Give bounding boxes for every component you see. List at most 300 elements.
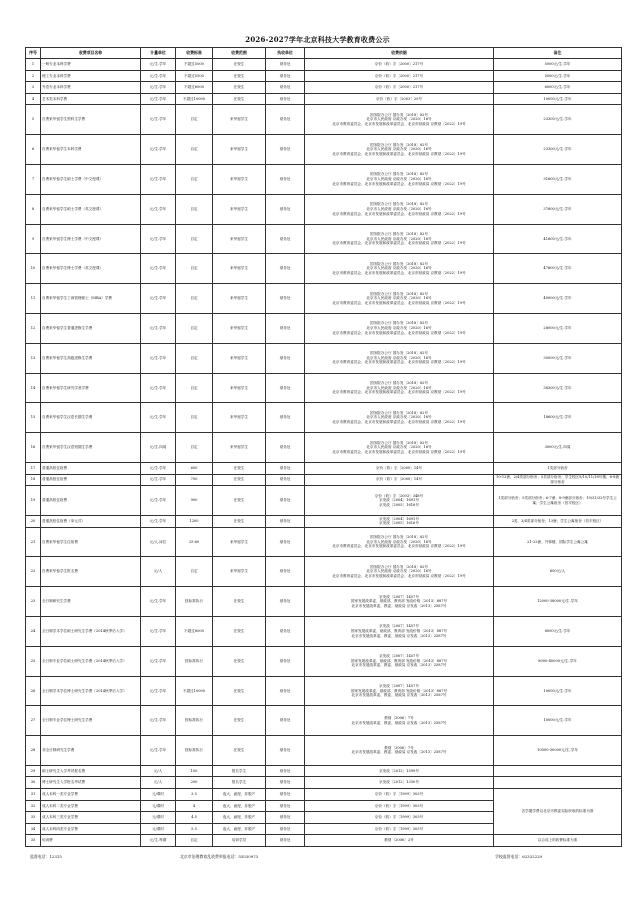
header-cell: 收费项目名称 <box>41 48 141 59</box>
cell-standard: 自定 <box>176 403 213 433</box>
cell-unit: 元/生.学年 <box>141 676 176 706</box>
cell-number: 26 <box>26 676 41 706</box>
cell-unit: 元/课时 <box>141 789 176 801</box>
header-cell: 收费依据 <box>305 48 494 59</box>
cell-unit: 元/生.学年 <box>141 462 176 474</box>
cell-basis: 京价（收）字〔2000〕217号 <box>305 82 494 94</box>
cell-basis: 国务院办公厅 国办发〔2018〕82号 北京市人民政府 京政办发〔2020〕16号 北京市教育委员会、北京市发展和改革委员会、北京市财政局 京教财〔2022〕19号 <box>305 105 494 135</box>
cell-collector: 财务处 <box>266 462 305 474</box>
cell-unit: 元/生.学年 <box>141 313 176 343</box>
cell-basis: 京价（收）字〔2003〕25号 <box>305 93 494 105</box>
cell-item-name: 培训费 <box>41 835 141 847</box>
cell-collector: 财务处 <box>266 224 305 254</box>
cell-unit: 元/生.学年 <box>141 284 176 314</box>
cell-item-name: 普通高校住宿费 <box>41 462 141 474</box>
cell-collector: 财务处 <box>266 587 305 617</box>
cell-item-name: 自费来华留学生工商管理硕士（MBA）学费 <box>41 284 141 314</box>
cell-collector: 财务处 <box>266 474 305 486</box>
table-row <box>26 515 622 527</box>
cell-standard: 自定 <box>176 373 213 403</box>
table-row <box>26 403 622 433</box>
cell-scope: 来华留学生 <box>213 343 266 373</box>
cell-remark: 5000元/生.学年 <box>494 59 622 71</box>
cell-standard: 按标准执行 <box>176 736 213 766</box>
cell-number: 2 <box>26 70 41 82</box>
cell-collector: 财务处 <box>266 433 305 463</box>
cell-scope: 夜大、函授、非脱产 <box>213 812 266 824</box>
cell-basis: 京价（收）字〔1999〕303号 <box>305 800 494 812</box>
cell-standard: 自定 <box>176 194 213 224</box>
cell-item-name: 自费来华留学生普通进修生学费 <box>41 313 141 343</box>
cell-remark: 600元/人 <box>494 557 622 587</box>
cell-remark: 38300元/生.学年 <box>494 373 622 403</box>
cell-remark: 10000元/生.学年 <box>494 676 622 706</box>
cell-item-name: 自费来华留学生报名费 <box>41 557 141 587</box>
cell-item-name: 非全日制研究生学费 <box>41 736 141 766</box>
cell-unit: 元/生.学年 <box>141 105 176 135</box>
table-row <box>26 224 622 254</box>
cell-basis: 京价（收）字〔1999〕303号 <box>305 812 494 824</box>
table-row <box>26 59 622 71</box>
cell-unit: 元/生.学年 <box>141 474 176 486</box>
cell-unit: 元/生.学年 <box>141 82 176 94</box>
cell-scope: 来华留学生 <box>213 135 266 165</box>
table-row <box>26 135 622 165</box>
table-row <box>26 765 622 777</box>
cell-remark <box>494 777 622 789</box>
cell-number: 11 <box>26 284 41 314</box>
table-row <box>26 254 622 284</box>
cell-standard: 按标准执行 <box>176 587 213 617</box>
cell-item-name: 普通高校住宿费 <box>41 474 141 486</box>
cell-collector: 财务处 <box>266 403 305 433</box>
cell-number: 32 <box>26 800 41 812</box>
cell-collector: 财务处 <box>266 557 305 587</box>
cell-unit: 元/课时 <box>141 800 176 812</box>
cell-basis: 国务院办公厅 国办发〔2018〕82号 北京市人民政府 京政办发〔2020〕16号 北京市教育委员会、北京市发展和改革委员会、北京市财政局 京教财〔2022〕19号 <box>305 313 494 343</box>
cell-number: 10 <box>26 254 41 284</box>
cell-standard: 自定 <box>176 284 213 314</box>
cell-collector: 财务处 <box>266 616 305 646</box>
table-row <box>26 789 622 801</box>
cell-remark: 30000元/生.学年 <box>494 343 622 373</box>
header-cell: 收费范围 <box>213 48 266 59</box>
cell-number: 28 <box>26 736 41 766</box>
cell-standard: 3.5 <box>176 789 213 801</box>
cell-unit: 元/生.学年 <box>141 616 176 646</box>
cell-remark: 40000元/生.学年 <box>494 284 622 314</box>
cell-number: 19 <box>26 486 41 516</box>
cell-remark: 3000元/生.四周 <box>494 433 622 463</box>
cell-unit: 元/生.学年 <box>141 135 176 165</box>
cell-basis: 国务院办公厅 国办发〔2018〕82号 北京市人民政府 京政办发〔2020〕16号 北京市教育委员会、北京市发展和改革委员会、北京市财政局 京教财〔2022〕19号 <box>305 373 494 403</box>
cell-scope: 来华留学生 <box>213 557 266 587</box>
cell-scope: 来华留学生 <box>213 105 266 135</box>
cell-collector: 财务处 <box>266 736 305 766</box>
cell-unit: 元/生.学年 <box>141 224 176 254</box>
cell-item-name: 自费来华留学生博士学费（中文授课） <box>41 224 141 254</box>
table-row <box>26 313 622 343</box>
cell-item-name: 自费来华留学生汉语长期生学费 <box>41 403 141 433</box>
cell-basis: 京发改〔2007〕1457号 国家发展改革委、财政部、教育部 发改价格〔2013〕887号 北京市发展改革委、教委、财政局 京发改〔2013〕2587号 <box>305 616 494 646</box>
cell-item-name: 成人本科一类专业学费 <box>41 789 141 801</box>
cell-unit: 元/生.学年 <box>141 373 176 403</box>
cell-collector: 财务处 <box>266 789 305 801</box>
cell-remark <box>494 765 622 777</box>
cell-remark: 21-22斋、外事楼、国际学生公寓公寓 <box>494 527 622 557</box>
cell-item-name: 全日制专业学位硕士研究生学费（2014秋季后入学） <box>41 646 141 676</box>
cell-scope: 在校生 <box>213 70 266 82</box>
footer-school-phone: 学校监督电话：62332229 <box>495 854 543 859</box>
cell-collector: 财务处 <box>266 777 305 789</box>
cell-remark: 18600元/生.学年 <box>494 403 622 433</box>
cell-standard: 100 <box>176 765 213 777</box>
cell-item-name: 成人本科三类专业学费 <box>41 812 141 824</box>
cell-item-name: 一般专业本科学费 <box>41 59 141 71</box>
table-row <box>26 474 622 486</box>
cell-standard: 600 <box>176 462 213 474</box>
cell-remark: 5000元/生.学年 <box>494 70 622 82</box>
cell-item-name: 外语专业本科学费 <box>41 82 141 94</box>
cell-item-name: 理工专业本科学费 <box>41 70 141 82</box>
cell-number: 18 <box>26 474 41 486</box>
cell-remark: 1类部分宿舍；5类部分宿舍；6-7斋；8-9斋部分宿舍；19/31/32号学生公寓；学生公寓宿舍（昌平校区） <box>494 486 622 516</box>
cell-basis: 京价（收）字〔2000〕14号 <box>305 474 494 486</box>
header-cell: 序号 <box>26 48 41 59</box>
cell-remark: 47600元/生.学年 <box>494 254 622 284</box>
cell-basis: 京价（收）字〔2000〕217号 <box>305 70 494 82</box>
cell-number: 33 <box>26 812 41 824</box>
cell-basis: 国务院办公厅 国办发〔2018〕82号 北京市人民政府 京政办发〔2020〕16号 北京市教育委员会、北京市发展和改革委员会、北京市财政局 京教财〔2022〕19号 <box>305 135 494 165</box>
cell-remark: 10-12斋，2/4类部分宿舍；5类部分宿舍；学生校区9/10/11/18号楼；6-8斋部分宿舍 <box>494 474 622 486</box>
table-row <box>26 284 622 314</box>
cell-number: 5 <box>26 105 41 135</box>
cell-remark: 6000元/生.学年 <box>494 82 622 94</box>
table-row <box>26 93 622 105</box>
cell-collector: 财务处 <box>266 800 305 812</box>
cell-collector: 财务处 <box>266 105 305 135</box>
cell-scope: 在校生 <box>213 616 266 646</box>
cell-number: 22 <box>26 557 41 587</box>
cell-scope: 培训学员 <box>213 835 266 847</box>
cell-collector: 财务处 <box>266 313 305 343</box>
cell-item-name: 自费来华留学生预科生学费 <box>41 105 141 135</box>
cell-basis: 京发改〔2012〕1599号 <box>305 765 494 777</box>
table-row <box>26 105 622 135</box>
cell-basis: 国务院办公厅 国办发〔2018〕82号 北京市人民政府 京政办发〔2020〕16号 北京市教育委员会、北京市发展和改革委员会、北京市财政局 京教财〔2022〕19号 <box>305 194 494 224</box>
table-row <box>26 706 622 736</box>
cell-scope: 来华留学生 <box>213 164 266 194</box>
cell-number: 4 <box>26 93 41 105</box>
cell-collector: 财务处 <box>266 486 305 516</box>
cell-basis: 京发改〔2007〕1457号 国家发展改革委、财政部、教育部 发改价格〔2013〕887号 北京市发展改革委、教委、财政局 京发改〔2013〕2587号 <box>305 676 494 706</box>
cell-collector: 财务处 <box>266 835 305 847</box>
table-row <box>26 194 622 224</box>
cell-unit: 元/生.每期 <box>141 835 176 847</box>
cell-item-name: 自费来华留学生本科学费 <box>41 135 141 165</box>
cell-basis: 京价（收）字〔2000〕217号 <box>305 59 494 71</box>
cell-unit: 元/生.学年 <box>141 70 176 82</box>
cell-basis: 教财〔2006〕7号 北京市发展改革委、教委、财政局 京发改〔2013〕2587号 <box>305 736 494 766</box>
cell-number: 30 <box>26 777 41 789</box>
cell-remark: 10000-30000元/生.学年 <box>494 736 622 766</box>
cell-standard: 5.5 <box>176 823 213 835</box>
cell-item-name: 全日制专业学位博士研究生学费 <box>41 706 141 736</box>
cell-unit: 元/生.学年 <box>141 706 176 736</box>
cell-number: 8 <box>26 194 41 224</box>
cell-basis: 国务院办公厅 国办发〔2018〕82号 北京市人民政府 京政办发〔2020〕16号 北京市教育委员会、北京市发展和改革委员会、北京市财政局 京教财〔2022〕19号 <box>305 403 494 433</box>
document-title: 2026-2027学年北京科技大学教育收费公示 <box>245 35 390 44</box>
table-row <box>26 373 622 403</box>
table-row <box>26 777 622 789</box>
cell-remark: 23300元/生.学年 <box>494 135 622 165</box>
table-row <box>26 433 622 463</box>
cell-unit: 元/生.学年 <box>141 164 176 194</box>
cell-unit: 元/生.学年 <box>141 587 176 617</box>
cell-scope: 在校生 <box>213 646 266 676</box>
cell-item-name: 全日制学术学位博士研究生学费（2014秋季后入学） <box>41 676 141 706</box>
cell-scope: 在校生 <box>213 486 266 516</box>
cell-number: 16 <box>26 433 41 463</box>
cell-number: 17 <box>26 462 41 474</box>
cell-basis: 国务院办公厅 国办发〔2018〕82号 北京市人民政府 京政办发〔2020〕16号 北京市教育委员会、北京市发展和改革委员会、北京市财政局 京教财〔2022〕19号 <box>305 284 494 314</box>
cell-unit: 元/生.学年 <box>141 403 176 433</box>
cell-standard: 自定 <box>176 313 213 343</box>
cell-item-name: 成人本科二类专业学费 <box>41 800 141 812</box>
cell-collector: 财务处 <box>266 812 305 824</box>
cell-number: 29 <box>26 765 41 777</box>
cell-item-name: 普通高校住宿费 <box>41 486 141 516</box>
table-row <box>26 587 622 617</box>
cell-unit: 元/生.学年 <box>141 515 176 527</box>
cell-item-name: 艺术类本科学费 <box>41 93 141 105</box>
cell-standard: 按标准执行 <box>176 706 213 736</box>
cell-basis: 京价（收）字〔2000〕14号 <box>305 462 494 474</box>
cell-basis: 教财〔2006〕2号 <box>305 835 494 847</box>
cell-number: 34 <box>26 823 41 835</box>
cell-scope: 来华留学生 <box>213 373 266 403</box>
cell-number: 24 <box>26 616 41 646</box>
cell-item-name: 全日制研究生学费 <box>41 587 141 617</box>
header-cell: 计量单位 <box>141 48 176 59</box>
cell-remark: 各学期学费以北京市教委实际收取的标准为准 <box>494 789 622 835</box>
cell-basis: 京发改〔2004〕1691号 京发改〔2005〕1616号 <box>305 515 494 527</box>
cell-remark: 23300元/生.学年 <box>494 105 622 135</box>
cell-remark: 10000元/生.学年 <box>494 93 622 105</box>
cell-basis: 京价（收）字〔1999〕303号 <box>305 789 494 801</box>
cell-unit: 元/课时 <box>141 823 176 835</box>
cell-scope: 来华留学生 <box>213 194 266 224</box>
cell-scope: 在校生 <box>213 587 266 617</box>
cell-collector: 财务处 <box>266 706 305 736</box>
cell-number: 21 <box>26 527 41 557</box>
cell-remark: 12000-38000元/生.学年 <box>494 587 622 617</box>
cell-collector: 财务处 <box>266 343 305 373</box>
cell-scope: 来华留学生 <box>213 403 266 433</box>
cell-collector: 财务处 <box>266 823 305 835</box>
cell-standard: 900 <box>176 486 213 516</box>
cell-standard: 25-60 <box>176 527 213 557</box>
cell-scope: 报名学生 <box>213 777 266 789</box>
cell-item-name: 自费来华留学生硕士学费（中文授课） <box>41 164 141 194</box>
table-row <box>26 646 622 676</box>
cell-item-name: 全日制学术学位硕士研究生学费（2014秋季后入学） <box>41 616 141 646</box>
cell-number: 35 <box>26 835 41 847</box>
cell-standard: 不超过10000 <box>176 93 213 105</box>
cell-unit: 元/人 <box>141 557 176 587</box>
cell-standard: 不超过6000 <box>176 82 213 94</box>
cell-scope: 在校生 <box>213 82 266 94</box>
cell-item-name: 博士研究生入学报名考试费 <box>41 777 141 789</box>
cell-standard: 自定 <box>176 135 213 165</box>
cell-standard: 750 <box>176 474 213 486</box>
cell-scope: 来华留学生 <box>213 313 266 343</box>
cell-collector: 财务处 <box>266 646 305 676</box>
table-row <box>26 616 622 646</box>
cell-collector: 财务处 <box>266 82 305 94</box>
cell-standard: 不超过5000 <box>176 59 213 71</box>
cell-remark: 以合同上的收费标准为准 <box>494 835 622 847</box>
cell-remark: 8000元/生.学年 <box>494 616 622 646</box>
cell-item-name: 硕士研究生入学考试报名费 <box>41 765 141 777</box>
cell-standard: 不超过5500 <box>176 70 213 82</box>
table-row <box>26 70 622 82</box>
header-cell: 执收单位 <box>266 48 305 59</box>
cell-unit: 元/生.学年 <box>141 254 176 284</box>
cell-standard: 200 <box>176 777 213 789</box>
cell-number: 15 <box>26 403 41 433</box>
footer-supervision-phone: 监督电话：12315 <box>30 854 62 859</box>
cell-number: 6 <box>26 135 41 165</box>
cell-standard: 不超过10000 <box>176 676 213 706</box>
cell-unit: 元/生.学年 <box>141 646 176 676</box>
table-row <box>26 676 622 706</box>
cell-scope: 在校生 <box>213 736 266 766</box>
footer-report-phone: 北京市治理教育乱收费举报电话：55530973 <box>180 854 259 859</box>
cell-unit: 元/人 <box>141 765 176 777</box>
cell-number: 1 <box>26 59 41 71</box>
cell-number: 7 <box>26 164 41 194</box>
cell-collector: 财务处 <box>266 515 305 527</box>
cell-number: 12 <box>26 313 41 343</box>
cell-number: 25 <box>26 646 41 676</box>
cell-item-name: 普通高校住宿费（单元式） <box>41 515 141 527</box>
cell-number: 20 <box>26 515 41 527</box>
table-row <box>26 527 622 557</box>
cell-number: 9 <box>26 224 41 254</box>
cell-basis: 京发改〔2012〕1330号 <box>305 777 494 789</box>
cell-collector: 财务处 <box>266 135 305 165</box>
cell-remark: 41600元/生.学年 <box>494 224 622 254</box>
cell-scope: 在校生 <box>213 93 266 105</box>
cell-basis: 京发改〔2007〕1457号 国家发展改革委、财政部、教育部 发改价格〔2013〕887号 北京市发展改革委、教委、财政局 京发改〔2013〕2587号 <box>305 646 494 676</box>
cell-item-name: 自费来华留学生汉语短期生学费 <box>41 433 141 463</box>
cell-basis: 京发改〔2007〕1457号 国家发展改革委、财政部、教育部 发改价格〔2013〕887号 北京市发展改革委、教委、财政局 京发改〔2013〕2587号 <box>305 587 494 617</box>
cell-remark: 31600元/生.学年 <box>494 164 622 194</box>
table-row <box>26 462 622 474</box>
cell-remark: 2类、3/4类部分宿舍；13斋；学生公寓宿舍（昌平校区） <box>494 515 622 527</box>
cell-basis: 国务院办公厅 国办发〔2018〕82号 北京市人民政府 京政办发〔2020〕16号 北京市教育委员会、北京市发展和改革委员会、北京市财政局 京教财〔2022〕19号 <box>305 433 494 463</box>
cell-number: 13 <box>26 343 41 373</box>
cell-basis: 国务院办公厅 国办发〔2018〕82号 北京市人民政府 京政办发〔2020〕16号 北京市教育委员会、北京市发展和改革委员会、北京市财政局 京教财〔2022〕19号 <box>305 254 494 284</box>
cell-scope: 在校生 <box>213 462 266 474</box>
cell-scope: 在校生 <box>213 474 266 486</box>
cell-standard: 不超过8000 <box>176 616 213 646</box>
cell-standard: 自定 <box>176 835 213 847</box>
cell-number: 27 <box>26 706 41 736</box>
cell-unit: 元/人 <box>141 777 176 789</box>
cell-collector: 财务处 <box>266 59 305 71</box>
fee-table <box>25 47 622 847</box>
cell-collector: 财务处 <box>266 164 305 194</box>
cell-standard: 自定 <box>176 105 213 135</box>
cell-item-name: 自费来华留学生硕士学费（英文授课） <box>41 194 141 224</box>
cell-remark: 10000元/生.学年 <box>494 706 622 736</box>
table-row <box>26 486 622 516</box>
cell-item-name: 自费来华留学生高级进修生学费 <box>41 343 141 373</box>
cell-number: 31 <box>26 789 41 801</box>
header-cell: 收费标准 <box>176 48 213 59</box>
cell-collector: 财务处 <box>266 676 305 706</box>
cell-collector: 财务处 <box>266 284 305 314</box>
cell-unit: 元/生.四周 <box>141 433 176 463</box>
cell-collector: 财务处 <box>266 93 305 105</box>
cell-collector: 财务处 <box>266 254 305 284</box>
cell-collector: 财务处 <box>266 527 305 557</box>
cell-scope: 夜大、函授、非脱产 <box>213 823 266 835</box>
table-row <box>26 835 622 847</box>
table-row <box>26 736 622 766</box>
cell-standard: 4 <box>176 800 213 812</box>
table-header-row <box>26 48 622 59</box>
cell-scope: 来华留学生 <box>213 254 266 284</box>
cell-item-name: 自费来华留学生博士学费（英文授课） <box>41 254 141 284</box>
cell-standard: 1200 <box>176 515 213 527</box>
cell-scope: 在校生 <box>213 59 266 71</box>
cell-standard: 自定 <box>176 254 213 284</box>
cell-scope: 在校生 <box>213 676 266 706</box>
cell-remark: 1类部分宿舍 <box>494 462 622 474</box>
cell-scope: 夜大、函授、非脱产 <box>213 789 266 801</box>
cell-basis: 国务院办公厅 国办发〔2018〕82号 北京市人民政府 京政办发〔2020〕16号 北京市教育委员会、北京市发展和改革委员会、北京市财政局 京教财〔2022〕19号 <box>305 343 494 373</box>
cell-unit: 元/生.学年 <box>141 93 176 105</box>
cell-unit: 元/生.学年 <box>141 194 176 224</box>
cell-collector: 财务处 <box>266 373 305 403</box>
table-row <box>26 557 622 587</box>
cell-collector: 财务处 <box>266 70 305 82</box>
cell-number: 23 <box>26 587 41 617</box>
cell-basis: 国务院办公厅 国办发〔2018〕82号 北京市人民政府 京政办发〔2020〕16号 北京市教育委员会、北京市发展和改革委员会、北京市财政局 京教财〔2022〕19号 <box>305 164 494 194</box>
cell-item-name: 成人本科四类专业学费 <box>41 823 141 835</box>
cell-standard: 自定 <box>176 343 213 373</box>
cell-standard: 4.5 <box>176 812 213 824</box>
cell-standard: 自定 <box>176 433 213 463</box>
cell-unit: 元/生.学年 <box>141 486 176 516</box>
cell-unit: 元/生.学年 <box>141 59 176 71</box>
cell-scope: 来华留学生 <box>213 527 266 557</box>
cell-unit: 元/生.学年 <box>141 736 176 766</box>
cell-scope: 报名学生 <box>213 765 266 777</box>
cell-scope: 来华留学生 <box>213 284 266 314</box>
cell-scope: 来华留学生 <box>213 433 266 463</box>
cell-basis: 国务院办公厅 国办发〔2018〕82号 北京市人民政府 京政办发〔2020〕16号 北京市教育委员会、北京市发展和改革委员会、北京市财政局 京教财〔2022〕19号 <box>305 224 494 254</box>
cell-scope: 夜大、函授、非脱产 <box>213 800 266 812</box>
header-cell: 备注 <box>494 48 622 59</box>
cell-basis: 国务院办公厅 国办发〔2018〕82号 北京市人民政府 京政办发〔2020〕16号 北京市教育委员会、北京市发展和改革委员会、北京市财政局 京教财〔2022〕19号 <box>305 527 494 557</box>
cell-unit: 元/课时 <box>141 812 176 824</box>
cell-standard: 按标准执行 <box>176 646 213 676</box>
table-row <box>26 343 622 373</box>
